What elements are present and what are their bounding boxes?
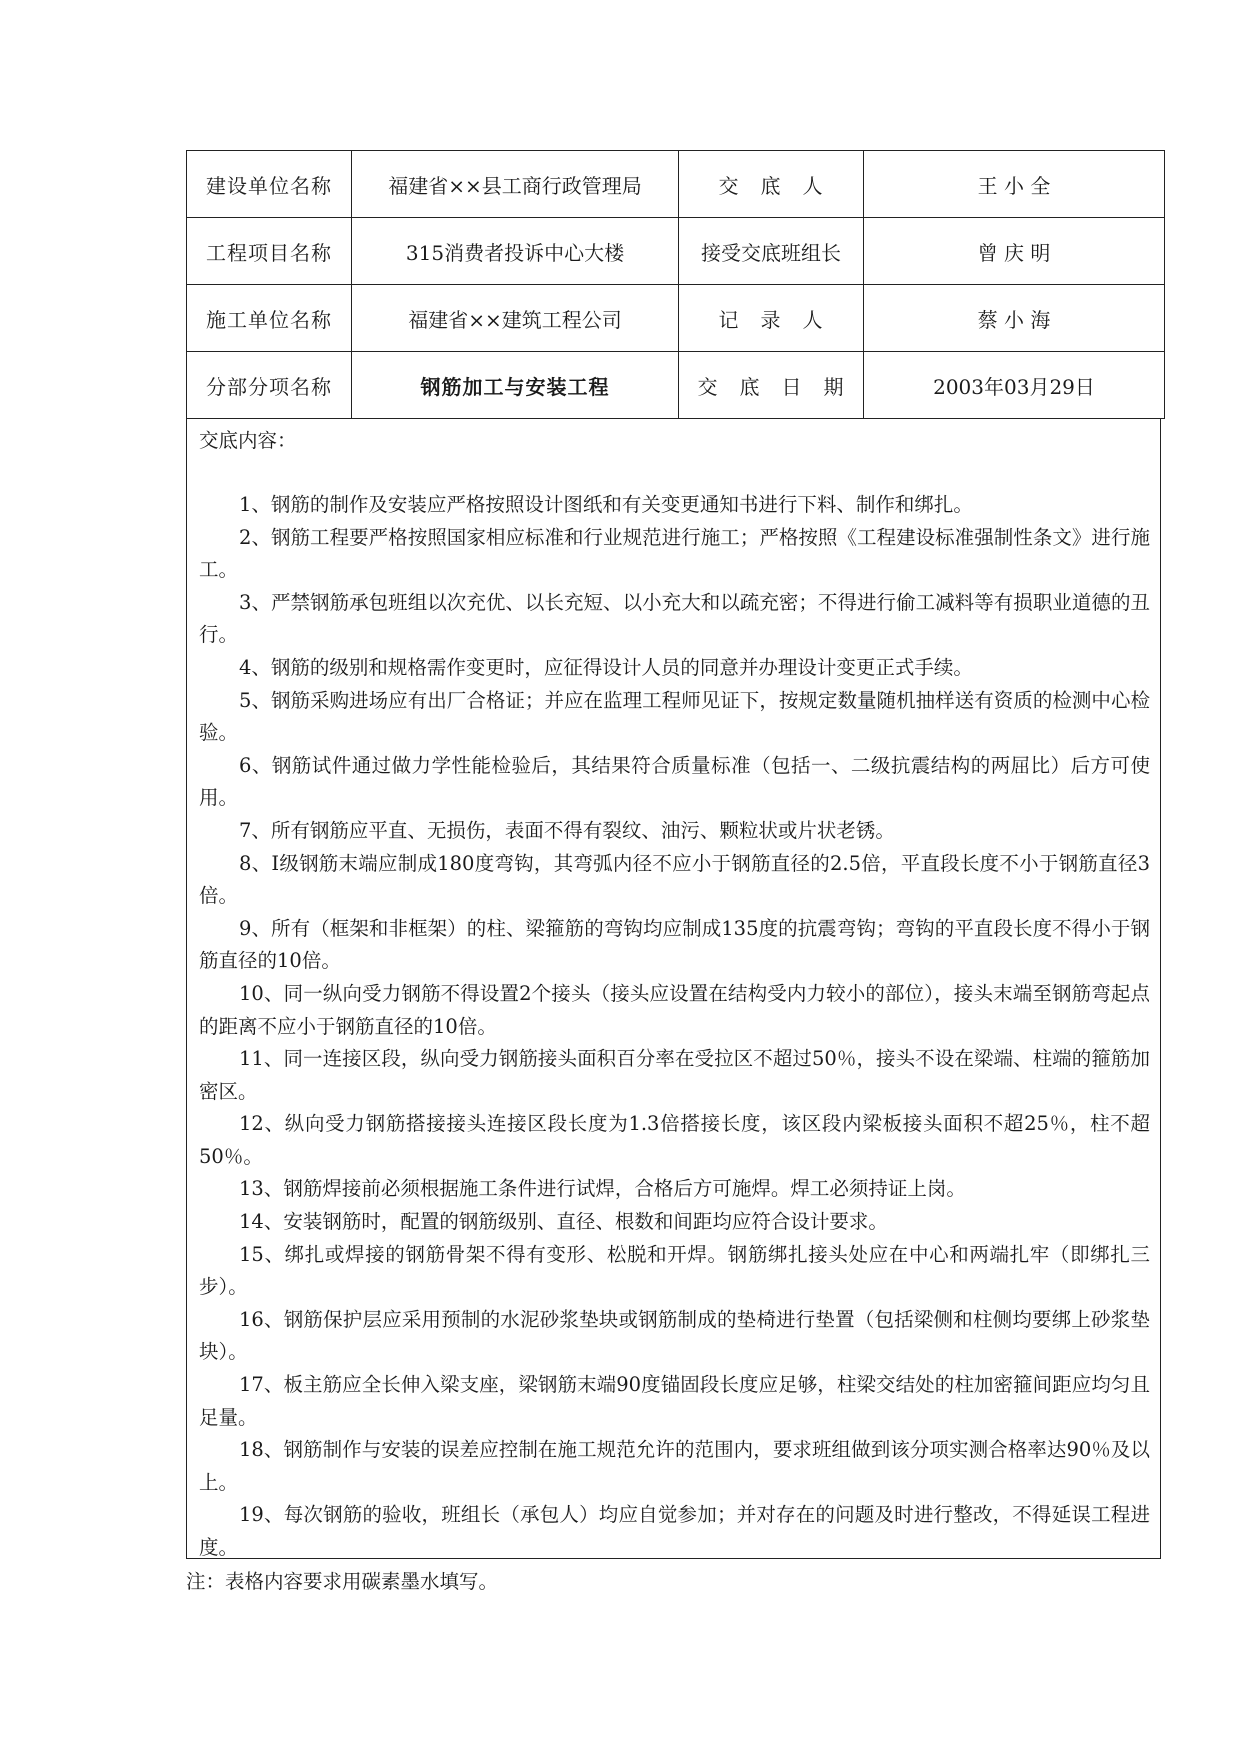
value-date: 2003年03月29日: [864, 352, 1165, 419]
content-item: 1、钢筋的制作及安装应严格按照设计图纸和有关变更通知书进行下料、制作和绑扎。: [239, 493, 973, 516]
label-project-name: 工程项目名称: [187, 218, 352, 285]
content-title: 交底内容：: [199, 429, 297, 452]
content-item: 3、严禁钢筋承包班组以次充优、以长充短、以小充大和以疏充密；不得进行偷工减料等有损职业道德的丑行。: [199, 590, 1150, 647]
content-spacer: [199, 459, 1150, 489]
content-item: 10、同一纵向受力钢筋不得设置2个接头（接头应设置在结构受内力较小的部位），接头末端至钢筋弯起点的距离不应小于钢筋直径的10倍。: [199, 981, 1150, 1038]
content-item: 16、钢筋保护层应采用预制的水泥砂浆垫块或钢筋制成的垫椅进行垫置（包括梁侧和柱侧均要绑上砂浆垫块）。: [199, 1307, 1150, 1364]
header-row-contractor: [187, 285, 1165, 352]
disclosure-content: [186, 419, 1161, 1559]
content-item: 2、钢筋工程要严格按照国家相应标准和行业规范进行施工；严格按照《工程建设标准强制性条文》进行施工。: [199, 525, 1150, 582]
content-item: 14、安装钢筋时，配置的钢筋级别、直径、根数和间距均应符合设计要求。: [239, 1210, 888, 1234]
content-item: 7、所有钢筋应平直、无损伤，表面不得有裂纹、油污、颗粒状或片状老锈。: [239, 818, 895, 842]
content-item: 18、钢筋制作与安装的误差应控制在施工规范允许的范围内，要求班组做到该分项实测合格率达90％及以上。: [199, 1438, 1150, 1494]
header-row-project: [187, 218, 1165, 285]
content-item: 15、绑扎或焊接的钢筋骨架不得有变形、松脱和开焊。钢筋绑扎接头处应在中心和两端扎牢（即绑扎三步）。: [199, 1242, 1150, 1299]
label-subproject: 分部分项名称: [187, 352, 352, 419]
label-date: 交 底 日 期: [679, 352, 864, 419]
content-item: 4、钢筋的级别和规格需作变更时，应征得设计人员的同意并办理设计变更正式手续。: [239, 655, 973, 679]
footer-note: 注：表格内容要求用碳素墨水填写。: [186, 1570, 499, 1593]
value-project-name: 315消费者投诉中心大楼: [352, 218, 679, 285]
content-item: 12、纵向受力钢筋搭接接头连接区段长度为1.3倍搭接长度，该区段内梁板接头面积不超25％，柱不超50％。: [199, 1112, 1150, 1168]
disclosure-form: [186, 150, 1164, 1559]
header-row-subproject: [187, 352, 1165, 419]
label-recorder: 记 录 人: [679, 285, 864, 352]
content-item: 13、钢筋焊接前必须根据施工条件进行试焊，合格后方可施焊。焊工必须持证上岗。: [239, 1177, 966, 1201]
value-discloser: 王 小 全: [864, 151, 1165, 218]
content-item: 17、板主筋应全长伸入梁支座，梁钢筋末端90度锚固段长度应足够，柱梁交结处的柱加密箍间距应均匀且足量。: [199, 1373, 1150, 1429]
label-construction-unit: 建设单位名称: [187, 151, 352, 218]
header-table: [186, 150, 1165, 419]
content-item: 19、每次钢筋的验收，班组长（承包人）均应自觉参加；并对存在的问题及时进行整改，不得延误工程进度。: [199, 1503, 1150, 1559]
value-construction-unit: 福建省××县工商行政管理局: [352, 151, 679, 218]
label-team-leader: 接受交底班组长: [679, 218, 864, 285]
content-item: 11、同一连接区段，纵向受力钢筋接头面积百分率在受拉区不超过50％，接头不设在梁端、柱端的箍筋加密区。: [199, 1047, 1150, 1103]
content-item: 5、钢筋采购进场应有出厂合格证；并应在监理工程师见证下，按规定数量随机抽样送有资质的检测中心检验。: [199, 688, 1150, 745]
header-row-construction-unit: [187, 151, 1165, 218]
value-recorder: 蔡 小 海: [864, 285, 1165, 352]
value-contractor: 福建省××建筑工程公司: [352, 285, 679, 352]
content-item: 9、所有（框架和非框架）的柱、梁箍筋的弯钩均应制成135度的抗震弯钩；弯钩的平直段长度不得小于钢筋直径的10倍。: [199, 916, 1150, 973]
label-contractor: 施工单位名称: [187, 285, 352, 352]
value-subproject: 钢筋加工与安装工程: [352, 352, 679, 419]
value-team-leader: 曾 庆 明: [864, 218, 1165, 285]
content-item: 6、钢筋试件通过做力学性能检验后，其结果符合质量标准（包括一、二级抗震结构的两屈比）后方可使用。: [199, 753, 1150, 810]
content-item: 8、Ⅰ级钢筋末端应制成180度弯钩，其弯弧内径不应小于钢筋直径的2.5倍，平直段长度不小于钢筋直径3倍。: [199, 851, 1150, 908]
label-discloser: 交 底 人: [679, 151, 864, 218]
